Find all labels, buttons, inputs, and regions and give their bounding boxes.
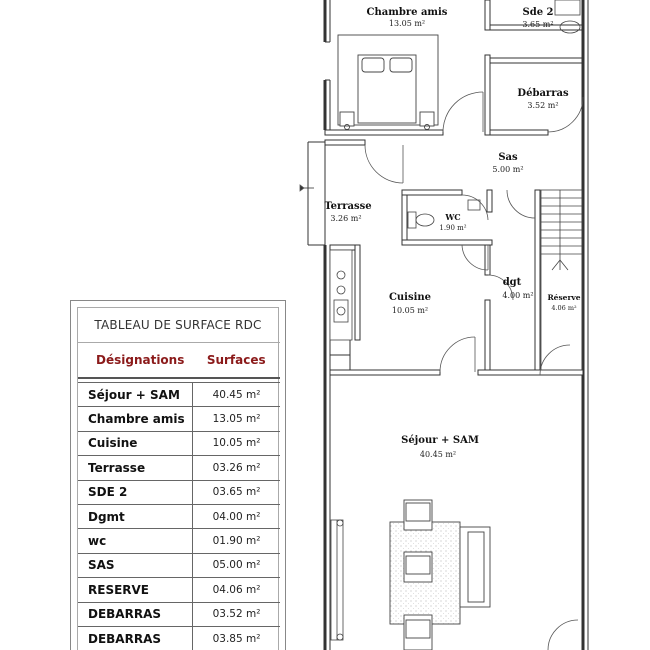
room-name-sejour: Séjour + SAM: [401, 435, 479, 446]
table-row: [78, 407, 280, 431]
row-surface: 03.85 m²: [193, 626, 281, 650]
table-row: [78, 626, 280, 650]
row-designation: Terrasse: [78, 456, 193, 480]
room-name-chambre-amis: Chambre amis: [366, 7, 448, 18]
surface-table-grid: [78, 342, 280, 650]
table-row: [78, 602, 280, 626]
sde2-fixtures: [555, 0, 580, 33]
surface-table-frame: [77, 307, 279, 650]
room-area-debarras: 3.52 m²: [527, 101, 559, 110]
room-name-cuisine: Cuisine: [388, 292, 432, 303]
row-designation: Chambre amis: [78, 407, 193, 431]
table-row: [78, 578, 280, 602]
dining-set: [390, 500, 490, 650]
room-area-cuisine: 10.05 m²: [391, 306, 429, 315]
table-row: [78, 480, 280, 504]
room-name-reserve: Réserve: [547, 293, 581, 302]
row-surface: 10.05 m²: [193, 431, 281, 455]
header-surfaces: Surfaces: [193, 343, 281, 379]
row-designation: SDE 2: [78, 480, 193, 504]
room-area-wc: 1.90 m²: [439, 224, 467, 232]
table-row: [78, 383, 280, 407]
table-row: [78, 504, 280, 528]
room-name-debarras: Débarras: [517, 88, 569, 99]
staircase: [541, 190, 582, 370]
row-designation: DEBARRAS: [78, 626, 193, 650]
row-surface: 03.65 m²: [193, 480, 281, 504]
window-left: [331, 520, 343, 640]
row-surface: 40.45 m²: [193, 383, 281, 407]
table-row: [78, 529, 280, 553]
row-designation: DEBARRAS: [78, 602, 193, 626]
surface-table-body: [78, 378, 280, 650]
room-area-dgt: 4.00 m²: [502, 291, 534, 300]
room-area-sejour: 40.45 m²: [419, 450, 457, 459]
row-surface: 13.05 m²: [193, 407, 281, 431]
room-area-sde2: 3.65 m²: [522, 20, 554, 29]
room-name-wc: WC: [445, 212, 461, 222]
room-area-sas: 5.00 m²: [492, 165, 524, 174]
surface-table-title: TABLEAU DE SURFACE RDC: [94, 318, 262, 332]
row-designation: Séjour + SAM: [78, 383, 193, 407]
room-name-dgt: dgt: [502, 277, 522, 288]
table-header-row: [78, 343, 280, 379]
room-name-terrasse: Terrasse: [324, 201, 372, 212]
surface-table: [70, 300, 286, 650]
bed: [338, 35, 438, 130]
room-area-terrasse: 3.26 m²: [330, 214, 362, 223]
row-surface: 04.06 m²: [193, 578, 281, 602]
table-row: [78, 553, 280, 577]
row-designation: SAS: [78, 553, 193, 577]
row-designation: RESERVE: [78, 578, 193, 602]
header-designations: Désignations: [78, 343, 193, 379]
table-row: [78, 431, 280, 455]
row-designation: Cuisine: [78, 431, 193, 455]
room-area-reserve: 4.06 m²: [551, 304, 577, 312]
table-row: [78, 456, 280, 480]
row-designation: wc: [78, 529, 193, 553]
row-designation: Dgmt: [78, 504, 193, 528]
row-surface: 05.00 m²: [193, 553, 281, 577]
row-surface: 01.90 m²: [193, 529, 281, 553]
room-name-sde2: Sde 2: [522, 7, 554, 18]
row-surface: 03.26 m²: [193, 456, 281, 480]
room-area-chambre-amis: 13.05 m²: [388, 19, 426, 28]
row-surface: 04.00 m²: [193, 504, 281, 528]
row-surface: 03.52 m²: [193, 602, 281, 626]
kitchen-counter: [330, 250, 352, 340]
room-name-sas: Sas: [498, 152, 518, 163]
